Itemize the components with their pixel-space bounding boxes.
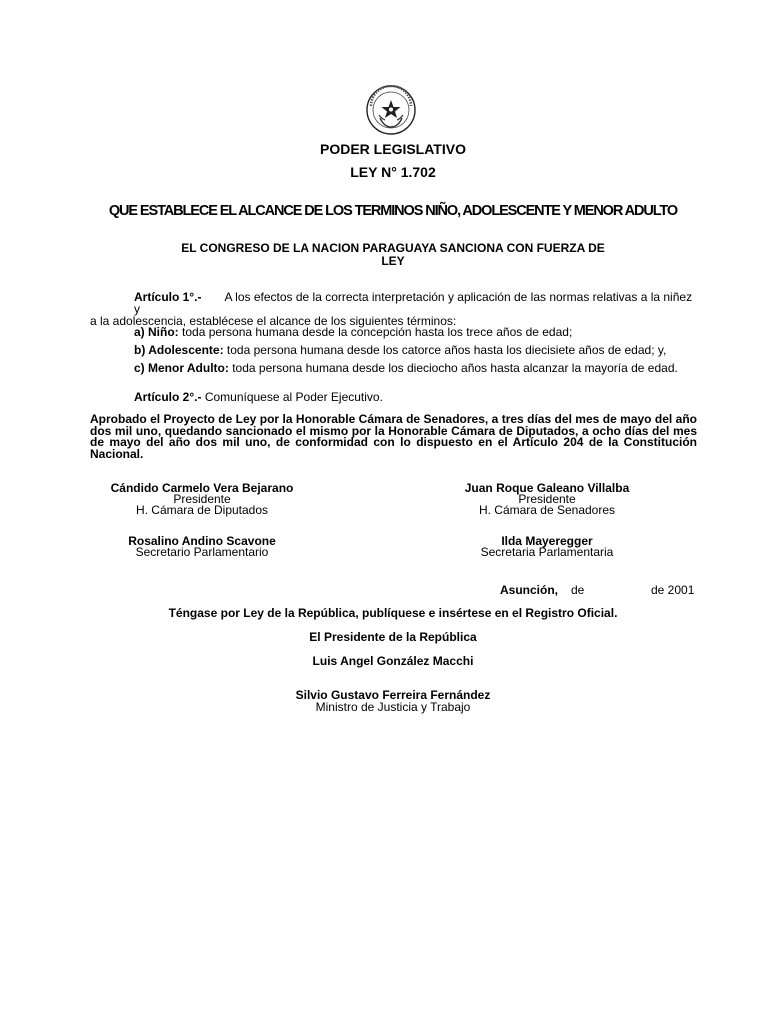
definition-menor-adulto	[134, 361, 697, 375]
president-title: El Presidente de la República	[309, 630, 477, 644]
law-number: LEY N° 1.702	[350, 164, 436, 180]
article-2-label: Artículo 2°.-	[134, 390, 202, 404]
definition-term: b) Adolescente:	[134, 343, 224, 357]
dateline-de: de	[571, 583, 585, 597]
minister-name: Silvio Gustavo Ferreira Fernández	[295, 688, 491, 702]
signature-block-diputados-president	[52, 483, 352, 516]
definition-text: toda persona humana desde los catorce años hasta los diecisiete años de edad; y,	[223, 343, 667, 357]
article-1	[90, 291, 697, 327]
signatory-body: H. Cámara de Diputados	[135, 503, 269, 517]
signatory-name: Cándido Carmelo Vera Bejarano	[110, 481, 294, 495]
definition-text: toda persona humana desde la concepción hasta los trece años de edad;	[178, 325, 573, 339]
article-1-first-line	[90, 291, 697, 315]
signatory-name: Ilda Mayeregger	[501, 534, 593, 548]
approval-paragraph: Aprobado el Proyecto de Ley por la Honorable Cámara de Senadores, a tres días del mes de mayo del año dos mil uno, quedando sancionado el mismo por la Honorable Cámara de Diputados, a ocho días del mes de mayo del año dos mil uno, de conformidad con lo dispuesto en el Artículo 204 de la Constitución Nacional.	[90, 412, 697, 461]
definition-term: c) Menor Adulto:	[134, 361, 229, 375]
signatory-role: Presidente	[173, 492, 231, 506]
article-1-text-b: a la adolescencia, establécese el alcance de los siguientes términos:	[90, 314, 457, 328]
definition-text: toda persona humana desde los dieciocho años hasta alcanzar la mayoría de edad.	[228, 361, 678, 375]
president-name: Luis Angel González Macchi	[312, 654, 474, 668]
article-1-label: Artículo 1°.-	[134, 290, 202, 304]
definition-nino	[134, 325, 697, 339]
dateline-city: Asunción,	[500, 583, 559, 597]
signatory-role: Presidente	[518, 492, 576, 506]
dateline-year: de 2001	[651, 583, 695, 597]
signature-block-senadores-president	[397, 483, 697, 516]
article-1-text-a: A los efectos de la correcta interpretación y aplicación de las normas relativas a la niñez y	[134, 290, 693, 316]
minister-title: Ministro de Justicia y Trabajo	[315, 700, 471, 714]
signatory-role: Secretaria Parlamentaria	[480, 545, 614, 559]
congress-line-1: EL CONGRESO DE LA NACION PARAGUAYA SANCIONA CON FUERZA DE	[181, 241, 605, 255]
signature-block-senadores-secretary	[397, 536, 697, 558]
signatory-name: Rosalino Andino Scavone	[128, 534, 276, 548]
congress-enactment-formula	[150, 242, 636, 268]
signature-block-diputados-secretary	[52, 536, 352, 558]
national-seal	[362, 85, 420, 135]
legislative-power-heading: PODER LEGISLATIVO	[320, 141, 466, 157]
congress-line-2: LEY	[381, 254, 405, 268]
definition-adolescente	[134, 343, 697, 357]
signatory-role: Secretario Parlamentario	[135, 545, 269, 559]
signatory-body: H. Cámara de Senadores	[478, 503, 616, 517]
signatory-name: Juan Roque Galeano Villalba	[464, 481, 630, 495]
promulgation-order: Téngase por Ley de la República, publíquese e insértese en el Registro Oficial.	[168, 606, 618, 620]
article-2-text: Comuníquese al Poder Ejecutivo.	[201, 390, 383, 404]
definition-term: a) Niño:	[134, 325, 179, 339]
law-subject-title: QUE ESTABLECE EL ALCANCE DE LOS TERMINOS NIÑO, ADOLESCENTE Y MENOR ADULTO	[108, 203, 678, 219]
article-2	[134, 390, 697, 404]
